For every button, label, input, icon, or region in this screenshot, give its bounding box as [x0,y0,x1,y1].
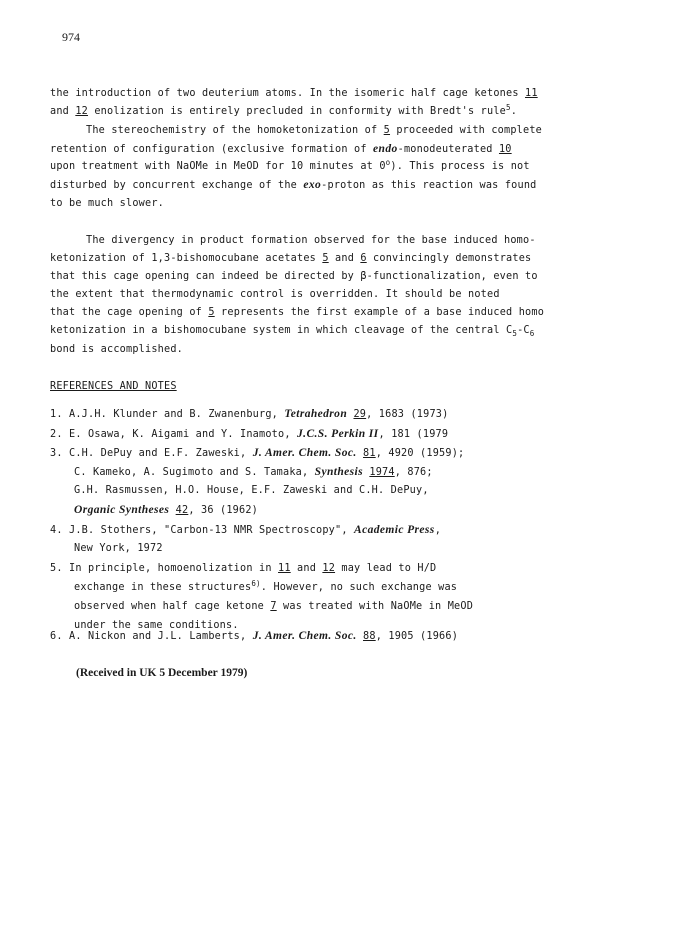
compound-ref: 7 [270,601,277,612]
compound-ref: 11 [525,88,538,99]
reference-number: 2. [50,429,63,440]
reference-3-line4 [74,503,258,518]
text-span: -C [517,325,530,336]
reference-4-line1 [50,523,441,538]
compound-ref: 6 [360,253,367,264]
text-span: , 36 (1962) [188,505,258,516]
text-span: retention of configuration (exclusive formation of [50,144,374,155]
text-span: A. Nickon and J.L. Lamberts, [69,631,253,642]
reference-3-line2 [74,465,433,480]
text-span: , 181 (1979 [378,429,449,440]
text-span: The stereochemistry of the homoketonization of [86,125,384,136]
text-span: exchange in these structures [74,582,252,593]
text-span: J.B. Stothers, "Carbon-13 NMR Spectroscopy", [69,525,355,536]
text-span: enolization is entirely precluded in conformity with Bredt's rule [88,106,507,117]
text-span: may lead to H/D [335,563,437,574]
reference-number: 4. [50,525,63,536]
text-span: and [328,253,361,264]
compound-ref: 12 [322,563,336,574]
reference-3-line1 [50,446,464,461]
text-span: , [434,525,442,536]
page-number: 974 [62,30,80,44]
text-span: ketonization in a bishomocubane system in which cleavage of the central C [50,325,513,336]
text-span: the introduction of two deuterium atoms. In the isomeric half cage ketones [50,88,526,99]
compound-ref: 10 [498,144,512,155]
journal-name: J. Amer. Chem. Soc. [252,630,357,642]
reference-3-line3: G.H. Rasmussen, H.O. House, E.F. Zaweski and C.H. DePuy, [74,485,429,496]
text-span: that the cage opening of [50,307,209,318]
reference-2 [50,427,448,442]
text-span: -monodeuterated [397,144,499,155]
text-span: , 4920 (1959); [375,448,465,459]
text-span: C. Kameko, A. Sugimoto and S. Tamaka, [74,467,315,478]
text-span: , 1905 (1966) [375,631,459,642]
italic-term: exo [303,179,322,191]
journal-name: J. Amer. Chem. Soc. [252,447,357,459]
reference-5-line1 [50,562,436,576]
degree-sup: o [385,158,391,167]
text-span: upon treatment with NaOMe in MeOD for 10 minutes at 0 [50,161,386,172]
reference-5-line3 [74,600,473,614]
text-span: represents the first example of a base induced homo [214,307,545,318]
text-span: was treated with NaOMe in MeOD [276,601,474,612]
paragraph1-line5 [50,160,530,174]
text-span: -proton as this reaction was found [321,180,537,191]
footnote-sup: 6) [251,579,261,588]
compound-ref: 5 [208,307,215,318]
paragraph2-line5 [50,306,544,320]
paragraph1-line2 [50,105,517,119]
journal-name: Tetrahedron [284,408,348,420]
footnote-sup: 5 [506,103,511,112]
paragraph2-line6 [50,324,534,338]
text-span: and [290,563,323,574]
publisher-name: Academic Press [354,524,435,536]
paragraph1-line4 [50,142,512,157]
volume: 1974 [369,467,395,478]
text-span: convincingly demonstrates [366,253,532,264]
volume: 81 [363,448,376,459]
compound-ref: 11 [278,563,291,574]
text-span: . [510,106,518,117]
reference-number: 5. [50,563,63,574]
paragraph2-line2 [50,252,531,266]
journal-name: Synthesis [314,466,364,478]
paragraph2-line7: bond is accomplished. [50,344,184,355]
paragraph2-line3: that this cage opening can indeed be directed by β-functionalization, even to [50,271,538,282]
text-span: C.H. DePuy and E.F. Zaweski, [69,448,253,459]
subscript: 5 [512,329,518,338]
volume: 88 [363,631,376,642]
reference-5-line2 [74,581,457,595]
reference-4-line2: New York, 1972 [74,543,163,554]
text-span: proceeded with complete [390,125,543,136]
paragraph2-line4: the extent that thermodynamic control is overridden. It should be noted [50,289,500,300]
text-span: and [50,106,76,117]
text-span: In principle, homoenolization in [69,563,279,574]
reference-6 [50,629,458,644]
reference-5-line4: under the same conditions. [74,620,239,631]
journal-name: Organic Syntheses [74,504,170,516]
paragraph2-line1: The divergency in product formation observed for the base induced homo- [86,235,536,246]
text-span: , 876; [394,467,433,478]
text-span: ketonization of 1,3-bishomocubane acetates [50,253,323,264]
text-span: ). This process is not [390,161,530,172]
text-span: disturbed by concurrent exchange of the [50,180,304,191]
compound-ref: 12 [75,106,89,117]
reference-number: 3. [50,448,63,459]
paragraph1-line6 [50,178,537,193]
text-span: A.J.H. Klunder and B. Zwanenburg, [69,409,285,420]
text-span: E. Osawa, K. Aigami and Y. Inamoto, [69,429,298,440]
compound-ref: 5 [383,125,391,136]
journal-name: J.C.S. Perkin II [297,428,379,440]
compound-ref: 5 [322,253,329,264]
italic-term: endo [373,143,398,155]
paragraph1-line7: to be much slower. [50,198,165,209]
paragraph1-line1 [50,87,538,101]
volume: 29 [353,409,367,420]
text-span: , 1683 (1973) [366,409,449,420]
references-heading: REFERENCES AND NOTES [50,381,177,392]
reference-number: 1. [50,409,63,420]
paragraph1-line3 [86,124,542,138]
text-span: observed when half cage ketone [74,601,271,612]
reference-1 [50,407,448,422]
text-span: . However, no such exchange was [260,582,458,593]
volume: 42 [175,505,189,516]
reference-number: 6. [50,631,63,642]
subscript: 6 [529,329,535,338]
received-date: (Received in UK 5 December 1979) [76,667,248,679]
